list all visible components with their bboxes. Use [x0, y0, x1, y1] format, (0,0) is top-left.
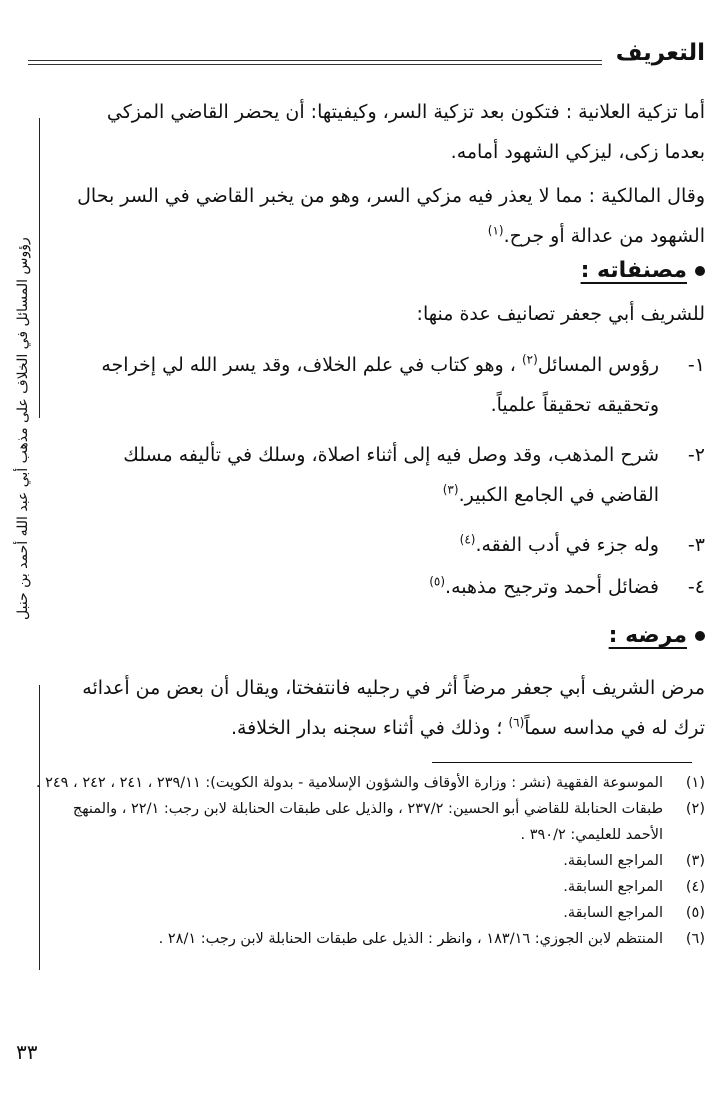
list-number: ٤- [687, 576, 705, 598]
bullet-icon [695, 266, 705, 276]
side-book-title: رؤوس المسائل في الخلاف على مذهب أبي عبد الله أحمد بن حنبل [15, 237, 31, 620]
footnote-ref-2[interactable]: (٢) [521, 352, 538, 367]
list-text: وله جزء في أدب الفقه.$^{(٤)}$ [459, 532, 659, 556]
list-number: ٣- [687, 534, 705, 556]
side-rule-top [39, 118, 40, 418]
header-rule [28, 60, 602, 65]
page-header-title: التعريف [615, 40, 705, 66]
list-text: رؤوس المسائل$^{(٢)}$ ، وهو كتاب في علم الخلاف، وقد يسر الله لي إخراجه وتحقيقه تحقيقاً علمياً. [101, 352, 659, 416]
paragraph-illness: مرض الشريف أبي جعفر مرضاً أثر في رجليه فانتفختا، ويقال أن بعض من أعدائه ترك له في مداسه سماً$^{(٦)}$ ؛ وذلك في أثناء سجنه بدار الخلافة. [82, 677, 705, 739]
list-item [65, 567, 705, 607]
footnotes [35, 770, 705, 952]
bullet-icon [695, 631, 705, 641]
list-number: ٢- [687, 444, 705, 466]
paragraph-maliki-view [75, 176, 705, 256]
footnote-item: (١) الموسوعة الفقهية (نشر : وزارة الأوقاف والشؤون الإسلامية - بدولة الكويت): ٢٣٩/١١ ، ٢٤١ ، ٢٤٢ ، ٢٤٩ . [35, 775, 705, 791]
list-text: فضائل أحمد وترجيح مذهبه.$^{(٥)}$ [429, 574, 659, 598]
footnote-item: (٢) طبقات الحنابلة للقاضي أبو الحسين: ٢٣٧/٢ ، والذيل على طبقات الحنابلة لابن رجب: ٢٢/١ ، والمنهج الأحمد للعليمي: ٣٩٠/٢ . [72, 801, 705, 843]
side-rule-bottom [39, 685, 40, 970]
footnote-item: (٤) المراجع السابقة. [563, 879, 705, 895]
paragraph-public-tazkiya: أما تزكية العلانية : فتكون بعد تزكية السر، وكيفيتها: أن يحضر القاضي المزكي بعدما زكى، ليزكي الشهود أمامه. [106, 101, 705, 163]
list-number: ١- [687, 354, 705, 376]
paragraph-text: وقال المالكية : مما لا يعذر فيه مزكي السر، وهو من يخبر القاضي في السر بحال الشهود من عدالة أو جرح. [77, 185, 705, 247]
works-intro: للشريف أبي جعفر تصانيف عدة منها: [416, 303, 705, 325]
footnote-separator [432, 762, 692, 763]
section-heading-illness [609, 623, 705, 648]
section-title: مصنفاته : [580, 258, 687, 283]
list-item [65, 345, 705, 425]
list-item [65, 435, 705, 515]
list-text: شرح المذهب، وقد وصل فيه إلى أثناء اصلاة، وسلك في تأليفه مسلك القاضي في الجامع الكبير.$^{(٣)}$ [123, 444, 659, 506]
footnote-item: (٥) المراجع السابقة. [563, 905, 705, 921]
footnote-item: (٦) المنتظم لابن الجوزي: ١٨٣/١٦ ، وانظر : الذيل على طبقات الحنابلة لابن رجب: ٢٨/١ . [158, 931, 705, 947]
section-heading-works [581, 258, 705, 283]
page-number: ٣٣ [16, 1040, 38, 1064]
footnote-item: (٣) المراجع السابقة. [563, 853, 705, 869]
footnote-ref-4[interactable]: (٤) [459, 532, 476, 547]
section-title: مرضه : [608, 623, 687, 648]
list-item [65, 525, 705, 565]
footnote-ref-6[interactable]: (٦) [508, 715, 525, 730]
footnote-ref-5[interactable]: (٥) [429, 574, 446, 589]
footnote-ref-1[interactable]: (١) [487, 223, 504, 238]
footnote-ref-3[interactable]: (٣) [442, 482, 459, 497]
